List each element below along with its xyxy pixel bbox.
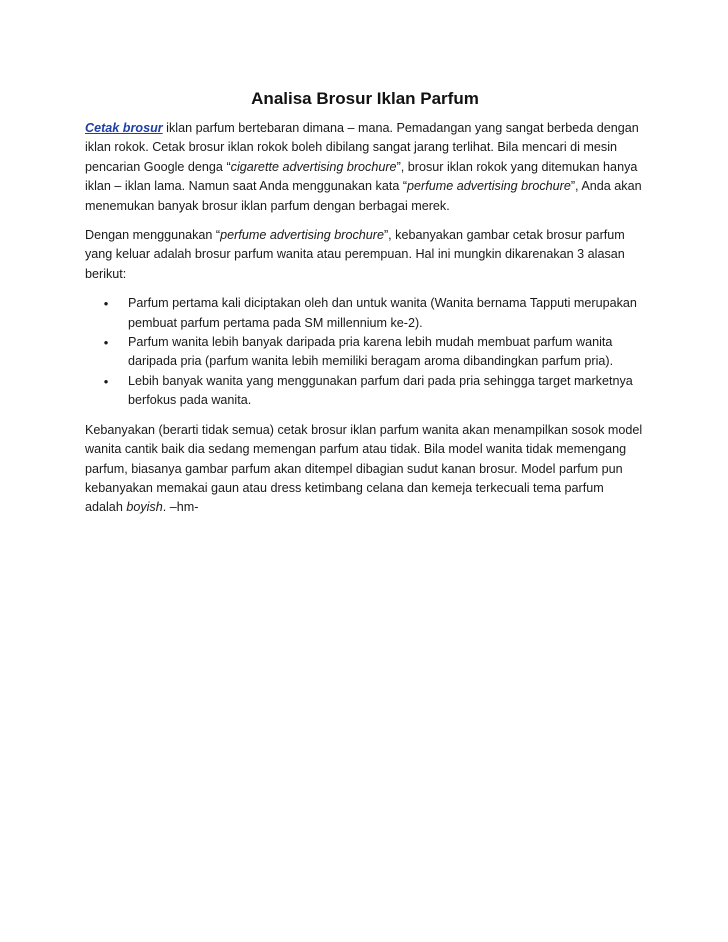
bullet-icon: • <box>103 335 109 351</box>
document-title: Analisa Brosur Iklan Parfum <box>251 89 479 108</box>
paragraph-intro-text-1: iklan parfum bertebaran dimana – mana. Pemadangan yang sangat berbeda dengan iklan rokok. Cetak brosur iklan rokok boleh dibilang sangat jarang terlihat. Bila mencari di mesin pencarian Google denga “ <box>85 121 639 174</box>
paragraph-conclusion-italic: boyish <box>126 500 163 515</box>
cetak-brosur-link[interactable]: Cetak brosur <box>85 121 163 135</box>
paragraph-conclusion-text-2: . –hm- <box>162 500 199 515</box>
paragraph-reasons-italic: perfume advertising brochure <box>220 228 384 243</box>
paragraph-reasons-text-1: Dengan menggunakan “ <box>85 228 221 243</box>
paragraph-conclusion <box>85 421 645 518</box>
bullet-icon: • <box>103 296 109 312</box>
list-item <box>85 333 645 372</box>
paragraph-intro-text-2: ”, brosur iklan rokok yang ditemukan hanya iklan – iklan lama. Namun saat Anda menggunakan kata “ <box>85 159 638 194</box>
document-page <box>85 88 645 528</box>
paragraph-intro <box>85 119 645 216</box>
paragraph-intro-italic-2: perfume advertising brochure <box>407 179 571 194</box>
list-item <box>85 294 645 333</box>
list-item-text: Lebih banyak wanita yang menggunakan parfum dari pada pria sehingga target marketnya berfokus pada wanita. <box>128 373 633 408</box>
bullet-icon: • <box>103 373 109 389</box>
paragraph-reasons-text-2: ”, kebanyakan gambar cetak brosur parfum yang keluar adalah brosur parfum wanita atau perempuan. Hal ini mungkin dikarenakan 3 alasan berikut: <box>85 228 625 281</box>
list-item-text: Parfum pertama kali diciptakan oleh dan untuk wanita (Wanita bernama Tapputi merupakan pembuat parfum pertama pada SM millennium ke-2). <box>128 296 637 330</box>
reasons-list <box>85 294 645 410</box>
paragraph-intro-italic-1: cigarette advertising brochure <box>230 159 397 174</box>
paragraph-conclusion-text-1: Kebanyakan (berarti tidak semua) cetak brosur iklan parfum wanita akan menampilkan sosok model wanita cantik baik dia sedang memengan parfum atau tidak. Bila model wanita tidak memengang parfum, biasanya gambar parfum akan ditempel dibagian sudut kanan brosur. Model parfum pun kebanyakan memakai gaun atau dress ketimbang celana dan kemeja terkecuali tema parfum adalah <box>85 422 643 515</box>
list-item <box>85 372 645 411</box>
paragraph-intro-text-3: ”, Anda akan menemukan banyak brosur iklan parfum dengan berbagai merek. <box>85 179 642 213</box>
paragraph-reasons-intro <box>85 226 645 284</box>
list-item-text: Parfum wanita lebih banyak daripada pria karena lebih mudah membuat parfum wanita daripada pria (parfum wanita lebih memiliki beragam aroma dibandingkan parfum pria). <box>128 335 614 369</box>
